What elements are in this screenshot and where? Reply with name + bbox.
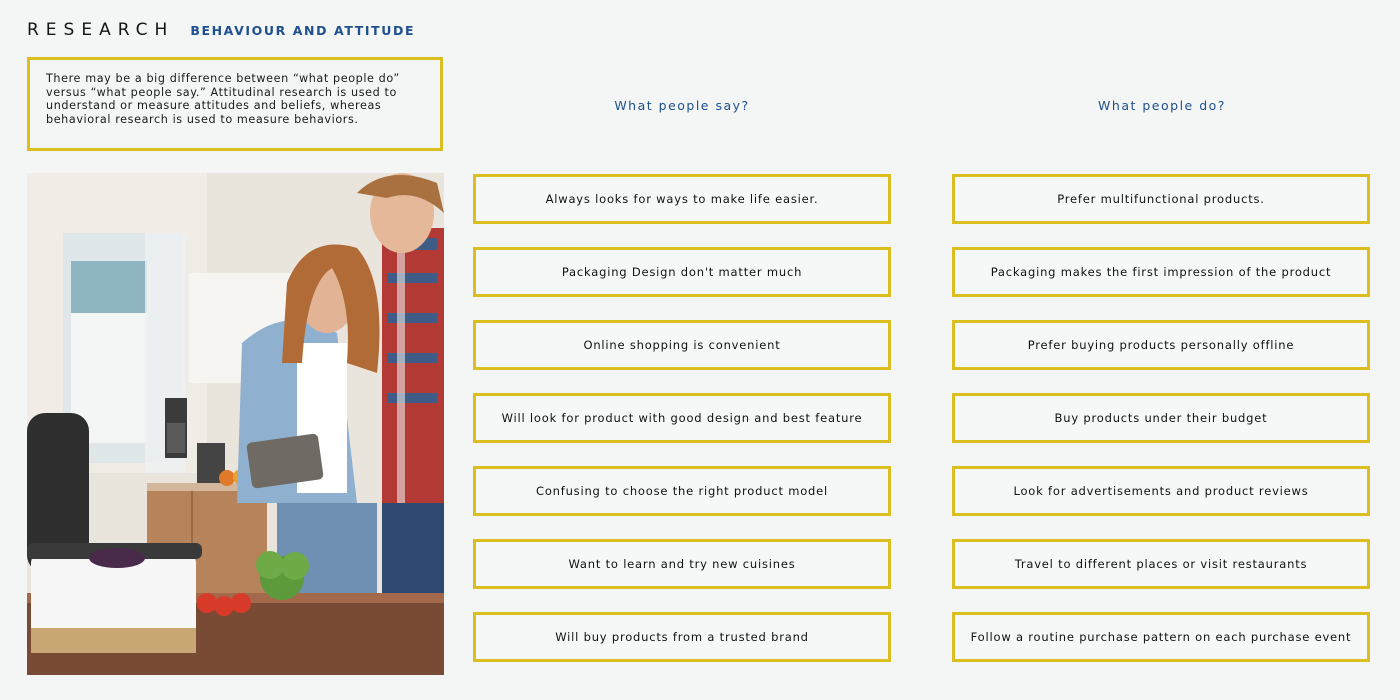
do-item: Prefer buying products personally offline (952, 320, 1370, 370)
say-column (473, 174, 891, 685)
do-item: Prefer multifunctional products. (952, 174, 1370, 224)
say-item: Always looks for ways to make life easier. (473, 174, 891, 224)
page-title: RESEARCH (27, 20, 175, 40)
column-title-do: What people do? (1098, 98, 1226, 113)
say-item: Packaging Design don't matter much (473, 247, 891, 297)
say-item: Online shopping is convenient (473, 320, 891, 370)
do-item: Look for advertisements and product reviews (952, 466, 1370, 516)
header (27, 20, 415, 40)
column-title-say: What people say? (614, 98, 750, 113)
kitchen-photo (27, 173, 444, 675)
do-item: Buy products under their budget (952, 393, 1370, 443)
say-item: Will buy products from a trusted brand (473, 612, 891, 662)
do-item: Travel to different places or visit restaurants (952, 539, 1370, 589)
say-item: Want to learn and try new cuisines (473, 539, 891, 589)
say-item: Will look for product with good design and best feature (473, 393, 891, 443)
do-item: Follow a routine purchase pattern on each purchase event (952, 612, 1370, 662)
intro-text-box: There may be a big difference between “what people do” versus “what people say.” Attitudinal research is used to understand or measure attitudes and beliefs, whereas behavioral research is used to measure behaviors. (27, 57, 443, 151)
do-column (952, 174, 1370, 685)
say-item: Confusing to choose the right product model (473, 466, 891, 516)
page-subtitle: BEHAVIOUR AND ATTITUDE (190, 23, 416, 38)
do-item: Packaging makes the first impression of the product (952, 247, 1370, 297)
